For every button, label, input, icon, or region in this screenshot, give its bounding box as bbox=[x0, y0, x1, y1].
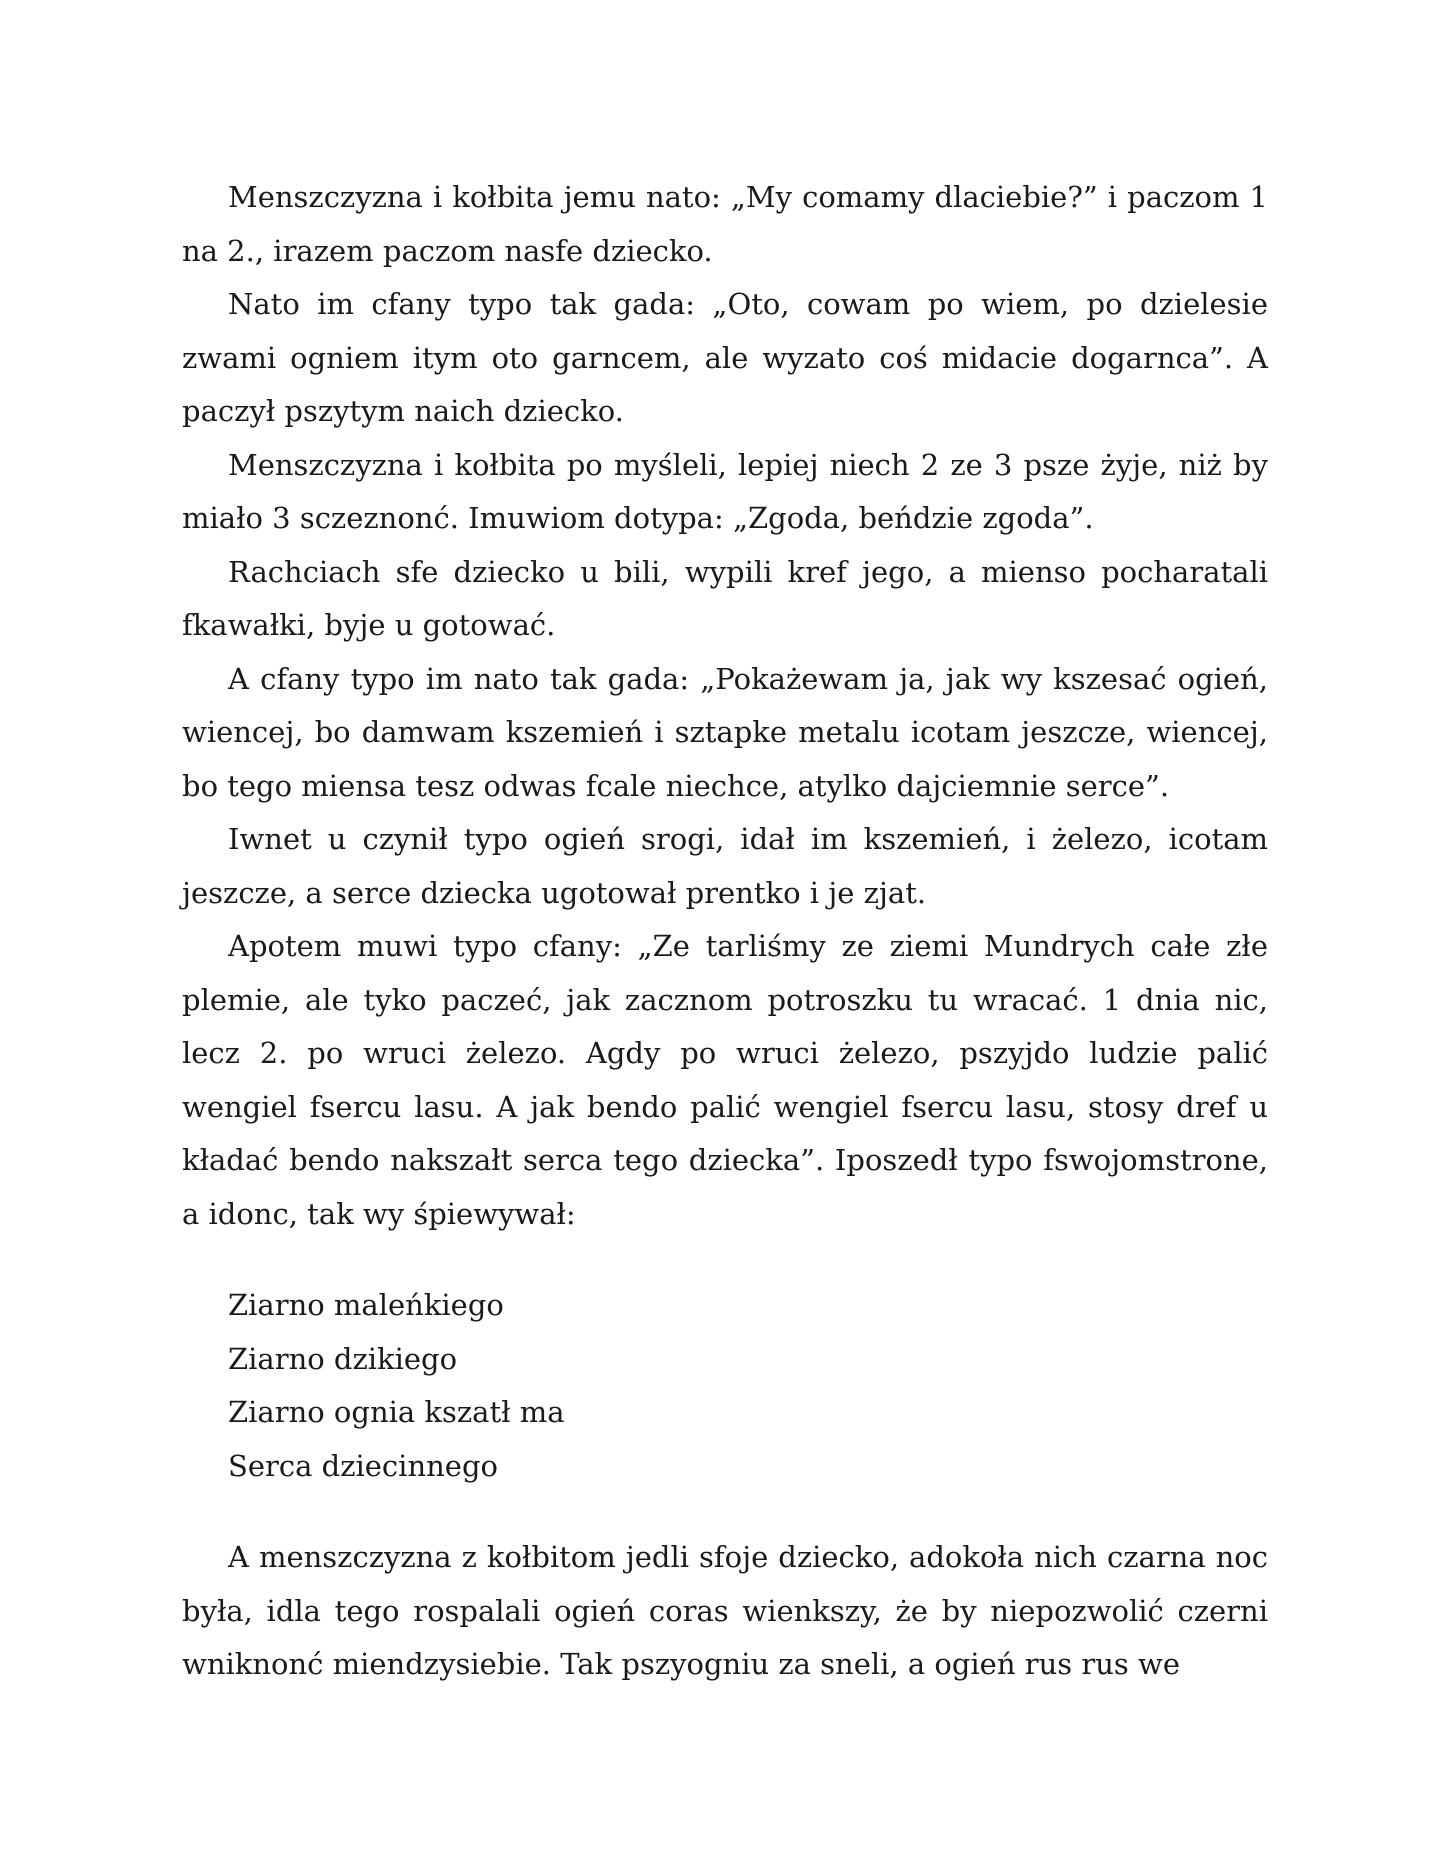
paragraph: A cfany typo im nato tak gada: „Pokażewam ja, jak wy kszesać ogień, wiencej, bo damwam kszemień i sztapke metalu icotam jeszcze, wiencej, bo tego miensa tesz odwas fcale niechce, atylko dajciemnie serce”. bbox=[182, 661, 1268, 803]
paragraph: Menszczyzna i kołbita po myśleli, lepiej niech 2 ze 3 psze żyje, niż by miało 3 sczeznonć. Imuwiom dotypa: „Zgoda, beńdzie zgoda”. bbox=[182, 447, 1268, 535]
song-verse bbox=[228, 1279, 1268, 1493]
verse-line: Ziarno dzikiego bbox=[228, 1341, 458, 1376]
body-text bbox=[182, 171, 1268, 1692]
paragraph: Nato im cfany typo tak gada: „Oto, cowam po wiem, po dzielesie zwami ogniem itym oto garncem, ale wyzato coś midacie dogarnca”. A paczył pszytym naich dziecko. bbox=[182, 287, 1268, 428]
verse-line: Ziarno maleńkiego bbox=[228, 1288, 504, 1322]
verse-line: Ziarno ognia kszatł ma bbox=[228, 1395, 565, 1429]
paragraph: Apotem muwi typo cfany: „Ze tarliśmy ze ziemi Mundrych całe złe plemie, ale tyko paczeć, jak zacznom potroszku tu wracać. 1 dnia nic, lecz 2. po wruci żelezo. Agdy po wruci żelezo, pszyjdo ludzie palić wengiel fsercu lasu. A jak bendo palić wengiel fsercu lasu, stosy dref u kładać bendo nakszałt serca tego dziecka”. Iposzedł typo fswojomstrone, a idonc, tak wy śpiewywał: bbox=[182, 929, 1268, 1231]
paragraph: Menszczyzna i kołbita jemu nato: „My comamy dlaciebie?” i paczom 1 na 2., irazem paczom nasfe dziecko. bbox=[182, 180, 1268, 268]
paragraph: Rachciach sfe dziecko u bili, wypili kref jego, a mienso pocharatali fkawałki, byje u gotować. bbox=[182, 554, 1268, 642]
verse-line: Serca dziecinnego bbox=[228, 1448, 498, 1483]
paragraph: A menszczyzna z kołbitom jedli sfoje dziecko, adokoła nich czarna noc była, idla tego rospalali ogień coras wienkszy, że by niepozwolić czerni wniknonć miendzysiebie. Tak pszyogniu za sneli, a ogień rus rus we bbox=[182, 1540, 1268, 1681]
paragraph: Iwnet u czynił typo ogień srogi, idał im kszemień, i żelezo, icotam jeszcze, a serce dziecka ugotował prentko i je zjat. bbox=[182, 822, 1268, 910]
